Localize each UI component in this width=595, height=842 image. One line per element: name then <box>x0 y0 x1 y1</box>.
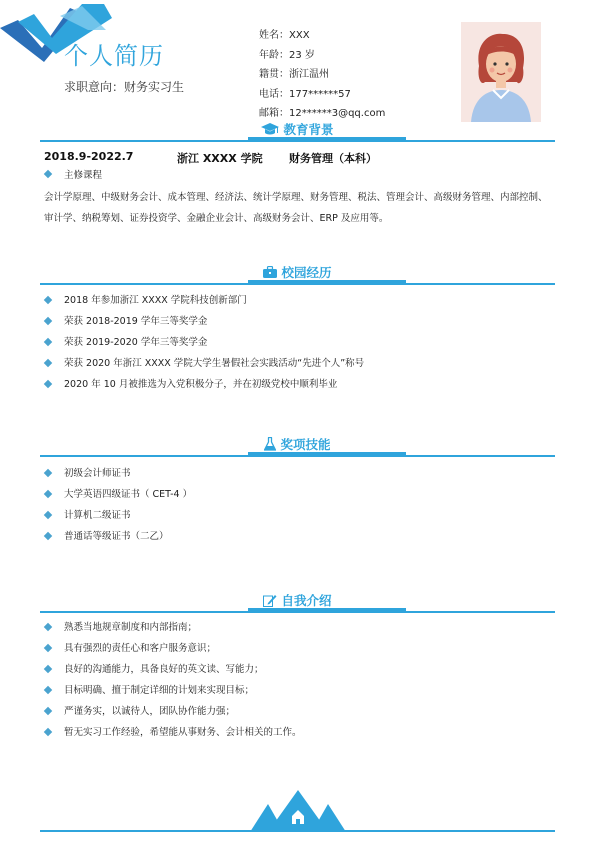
list-item-text: 严谨务实，以诚待人，团队协作能力强； <box>64 706 236 717</box>
personal-info <box>259 26 385 124</box>
bullet-diamond <box>44 380 52 388</box>
list-item <box>44 659 302 680</box>
section-intro-divider <box>40 611 555 613</box>
section-education-title: 教育背景 <box>283 122 334 137</box>
section-campus-header <box>0 263 595 287</box>
list-item <box>44 290 364 311</box>
list-item <box>44 722 302 743</box>
section-skills-title: 奖项技能 <box>280 437 331 452</box>
list-item <box>44 526 192 547</box>
list-item-text: 荣获 2020 年浙江 XXXX 学院大学生暑假社会实践活动“先进个人”称号 <box>64 358 365 369</box>
campus-list <box>44 290 364 395</box>
list-item <box>44 701 302 722</box>
list-item <box>44 353 364 374</box>
list-item-text: 具有强烈的责任心和客户服务意识； <box>64 643 217 654</box>
list-item-text: 熟悉当地规章制度和内部指南； <box>64 622 198 633</box>
info-phone: 电话：177******57 <box>259 88 351 100</box>
info-age: 年龄：23 岁 <box>259 49 315 61</box>
bullet-diamond <box>44 532 52 540</box>
courses-text: 会计学原理、中级财务会计、成本管理、经济法、统计学原理、财务管理、税法、管理会计、高级财务管理、内部控制、审计学、纳税筹划、证券投资学、金融企业会计、高级财务会计、ERP 及应用等。 <box>44 192 548 224</box>
list-item <box>44 505 192 526</box>
list-item <box>44 617 302 638</box>
bullet-diamond <box>44 728 52 736</box>
section-education-header <box>0 120 595 144</box>
list-item-text: 初级会计师证书 <box>64 468 131 479</box>
list-item-text: 目标明确、擅于制定详细的计划来实现目标； <box>64 685 255 696</box>
list-item-text: 2020 年 10 月被推选为入党积极分子，并在初级党校中顺利毕业 <box>64 379 338 390</box>
bullet-diamond <box>44 338 52 346</box>
job-objective: 求职意向：财务实习生 <box>64 80 185 94</box>
section-campus-divider <box>40 283 555 285</box>
list-item-text: 普通话等级证书（二乙） <box>64 531 169 542</box>
list-item <box>44 311 364 332</box>
avatar <box>461 22 541 122</box>
mountain-house-icon <box>250 790 346 832</box>
bullet-diamond <box>44 511 52 519</box>
section-intro-title: 自我介绍 <box>281 593 332 608</box>
bullet-diamond <box>44 644 52 652</box>
section-skills-divider <box>40 455 555 457</box>
courses-heading <box>44 167 244 183</box>
section-campus-title: 校园经历 <box>281 265 332 280</box>
info-email: 邮箱：12******3@qq.com <box>259 108 386 119</box>
bullet-diamond <box>44 359 52 367</box>
pencil-note-icon <box>263 593 277 607</box>
bullet-diamond <box>44 665 52 673</box>
bullet-diamond <box>44 686 52 694</box>
info-hometown: 籍贯：浙江温州 <box>259 69 329 80</box>
list-item-text: 暂无实习工作经验，希望能从事财务、会计相关的工作。 <box>64 727 302 738</box>
bullet-diamond <box>44 296 52 304</box>
education-row <box>44 150 556 166</box>
list-item-text: 计算机二级证书 <box>64 510 131 521</box>
briefcase-icon <box>263 266 277 278</box>
section-education-divider <box>40 140 555 142</box>
skills-list <box>44 463 192 547</box>
bullet-diamond <box>44 469 52 477</box>
list-item-text: 良好的沟通能力，具备良好的英文读、写能力； <box>64 664 264 675</box>
list-item <box>44 332 364 353</box>
education-period: 2018.9-2022.7 <box>44 150 134 163</box>
bullet-diamond <box>44 317 52 325</box>
education-school: 浙江 XXXX 学院 <box>177 152 263 165</box>
list-item <box>44 374 364 395</box>
bullet-diamond <box>44 490 52 498</box>
graduation-cap-icon <box>261 122 279 136</box>
list-item-text: 大学英语四级证书（ CET-4 ） <box>64 489 193 500</box>
bullet-diamond <box>44 170 52 178</box>
list-item-text: 荣获 2019-2020 学年三等奖学金 <box>64 337 208 348</box>
flask-icon <box>264 437 276 451</box>
info-name: 姓名：XXX <box>259 30 310 41</box>
page-title: 个人简历 <box>64 42 164 70</box>
bullet-diamond <box>44 707 52 715</box>
bullet-diamond <box>44 623 52 631</box>
list-item <box>44 680 302 701</box>
list-item-text: 2018 年参加浙江 XXXX 学院科技创新部门 <box>64 295 247 306</box>
list-item <box>44 638 302 659</box>
list-item <box>44 463 192 484</box>
section-skills-header <box>0 435 595 459</box>
intro-list <box>44 617 302 743</box>
list-item <box>44 484 192 505</box>
courses-label: 主修课程 <box>64 170 103 181</box>
list-item-text: 荣获 2018-2019 学年三等奖学金 <box>64 316 208 327</box>
education-major: 财务管理（本科） <box>289 152 377 165</box>
section-intro-header <box>0 591 595 615</box>
footer-divider <box>40 830 555 832</box>
